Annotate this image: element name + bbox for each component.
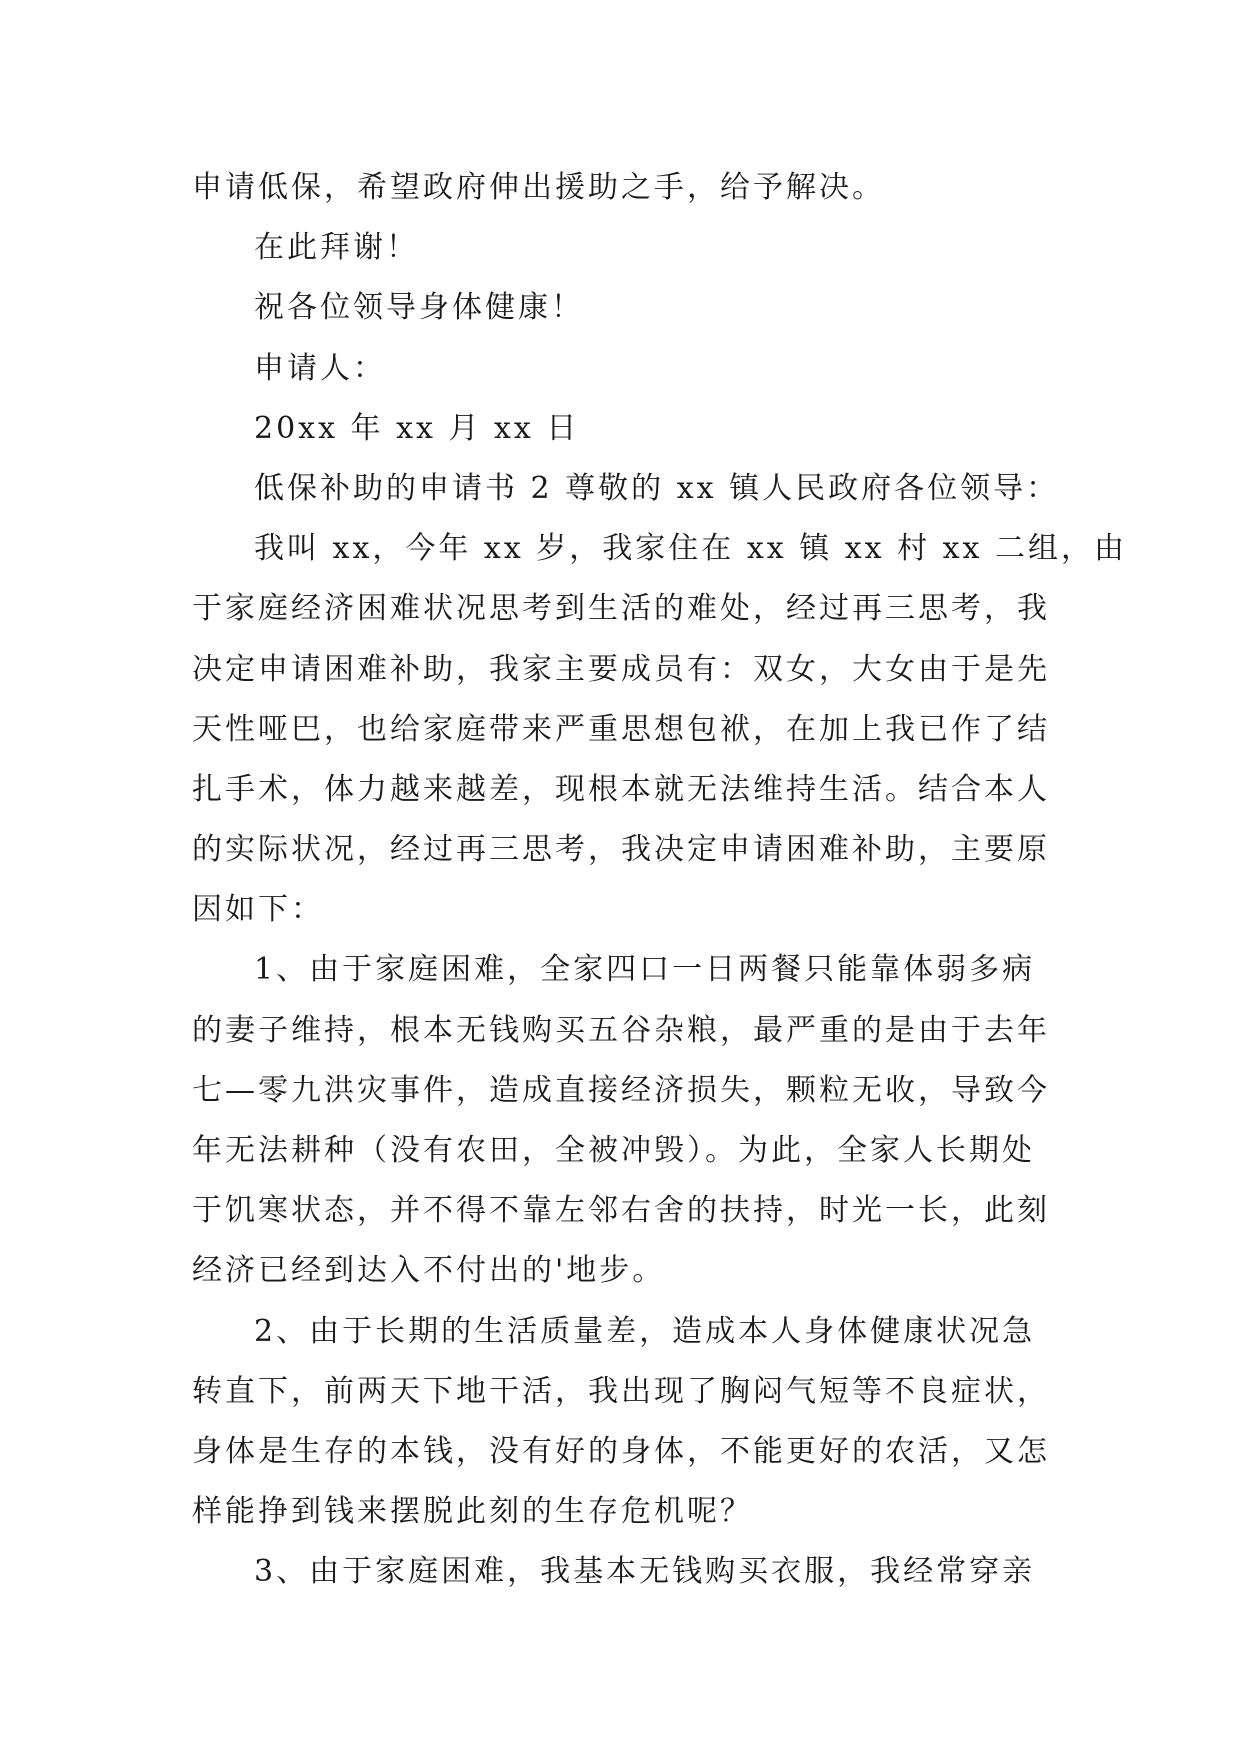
text-line: 转直下，前两天下地干活，我出现了胸闷气短等不良症状， — [192, 1373, 1050, 1409]
text-line: 的实际状况，经过再三思考，我决定申请困难补助，主要原 — [192, 832, 1050, 868]
text-line: 我叫 xx，今年 xx 岁，我家住在 xx 镇 xx 村 xx 二组，由 — [254, 531, 1128, 567]
text-line: 决定申请困难补助，我家主要成员有：双女，大女由于是先 — [192, 651, 1050, 687]
text-line: 于饥寒状态，并不得不靠左邻右舍的扶持，时光一长，此刻 — [192, 1193, 1050, 1229]
text-line: 身体是生存的本钱，没有好的身体，不能更好的农活，又怎 — [192, 1433, 1050, 1469]
paragraph-applicant — [192, 339, 1052, 399]
paragraph-second-letter-heading — [192, 459, 1060, 519]
text-line: 因如下： — [192, 892, 324, 928]
paragraph-intro — [192, 519, 1128, 940]
text-line: 天性哑巴，也给家庭带来严重思想包袱，在加上我已作了结 — [192, 711, 1050, 747]
text-line: 祝各位领导身体健康！ — [254, 290, 584, 326]
text-line: 1、由于家庭困难，全家四口一日两餐只能靠体弱多病 — [254, 952, 1036, 988]
date-line: 20xx 年 xx 月 xx 日 — [254, 410, 580, 446]
text-line: 经济已经到达入不付出的'地步。 — [192, 1253, 666, 1289]
paragraph-thanks — [192, 218, 1052, 278]
text-line: 七—零九洪灾事件，造成直接经济损失，颗粒无收，导致今 — [192, 1072, 1050, 1108]
paragraph-wishes — [192, 278, 1052, 338]
paragraph-reason-1 — [192, 940, 1052, 1301]
paragraph-reason-2 — [192, 1302, 1052, 1543]
text-line: 申请低保，希望政府伸出援助之手，给予解决。 — [192, 170, 885, 205]
paragraph-reason-3 — [192, 1542, 1052, 1602]
text-line: 的妻子维持，根本无钱购买五谷杂粮，最严重的是由于去年 — [192, 1012, 1050, 1048]
text-line: 于家庭经济困难状况思考到生活的难处，经过再三思考，我 — [192, 591, 1050, 627]
document-body — [192, 158, 1128, 1603]
paragraph-closing-request — [192, 158, 1052, 218]
text-line: 3、由于家庭困难，我基本无钱购买衣服，我经常穿亲 — [254, 1554, 1036, 1590]
paragraph-date — [192, 399, 1052, 459]
text-line: 扎手术，体力越来越差，现根本就无法维持生活。结合本人 — [192, 771, 1050, 807]
text-line: 在此拜谢！ — [254, 230, 419, 266]
text-line: 样能挣到钱来摆脱此刻的生存危机呢？ — [192, 1494, 753, 1530]
applicant-label: 申请人： — [254, 350, 386, 386]
text-line: 2、由于长期的生活质量差，造成本人身体健康状况急 — [254, 1313, 1036, 1349]
text-line: 年无法耕种（没有农田，全被冲毁）。为此，全家人长期处 — [192, 1133, 1035, 1168]
letter-heading: 低保补助的申请书 2 尊敬的 xx 镇人民政府各位领导： — [254, 470, 1060, 506]
